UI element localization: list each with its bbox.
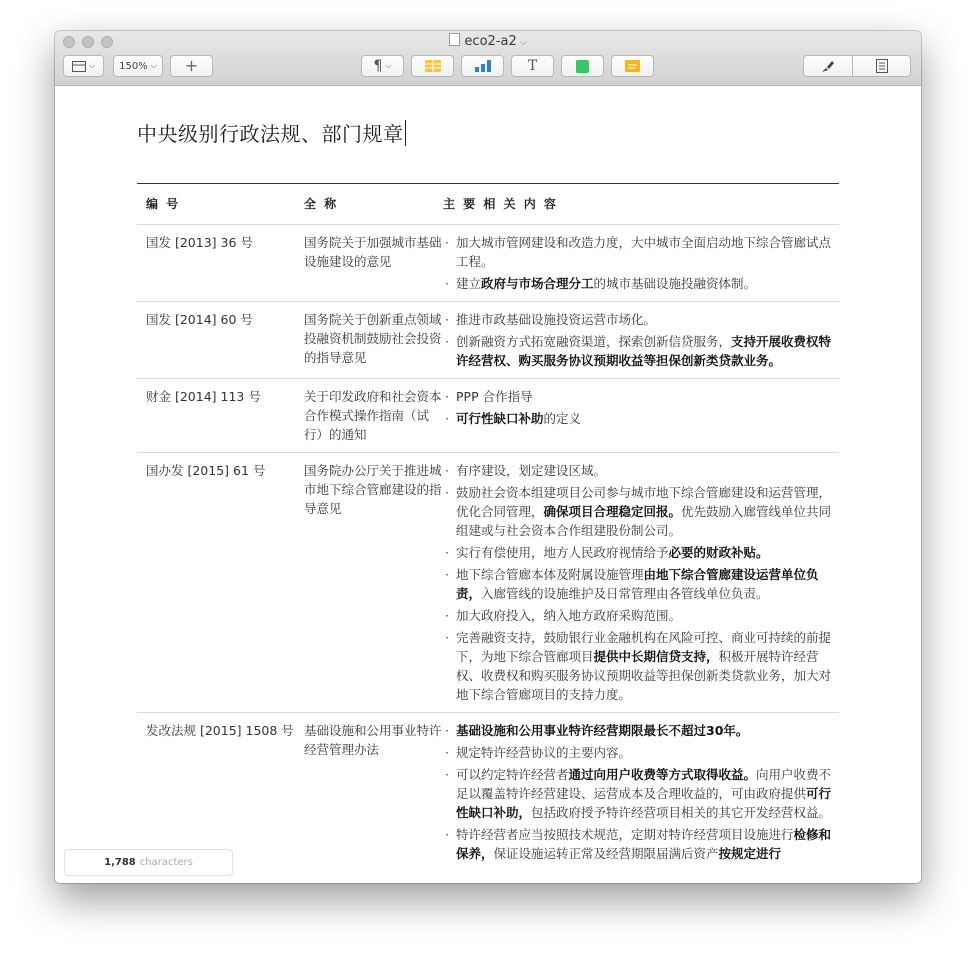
view-button[interactable] xyxy=(63,55,104,77)
list-item xyxy=(443,743,839,762)
text-segment: 向用户收费不足以覆盖特许经营建设、运营成本及合理收益的，可由政府提供 xyxy=(456,767,832,801)
text-segment: 完善融资支持，鼓励银行业金融机构在风险可控、商业可持续的前提下，为地下综合管廊项目 xyxy=(456,630,832,664)
content-list xyxy=(443,387,839,428)
window-title[interactable] xyxy=(55,33,921,52)
chevron-down-icon: ⌵ xyxy=(88,61,96,70)
chevron-down-icon: ⌵ xyxy=(150,61,157,70)
bold-text: 必要的财政补贴。 xyxy=(668,545,769,560)
text-segment: 优先鼓励入廊管线单位共同组建或与社会资本合作组建股份制公司。 xyxy=(456,504,832,538)
character-count-value: 1,788 xyxy=(104,857,136,868)
table-icon xyxy=(425,60,441,72)
list-item xyxy=(443,310,839,329)
cell-number[interactable]: 发改法规 [2015] 1508 号 xyxy=(137,713,304,872)
zoom-value: 150% xyxy=(119,60,148,72)
shape-icon xyxy=(576,60,589,73)
bold-text: 支持开展收费权特许经营权、购买服务协议预期收益等担保创新类贷款业务。 xyxy=(456,334,832,368)
bold-text: 由地下综合管廊建设运营单位负责， xyxy=(456,567,819,601)
text-segment: 加大城市管网建设和改造力度，大中城市全面启动地下综合管廊试点工程。 xyxy=(456,235,832,269)
comment-icon xyxy=(625,60,640,72)
zoom-select[interactable] xyxy=(113,55,163,77)
text-segment: 保证设施运转正常及经营期限届满后资产 xyxy=(493,846,719,861)
list-item xyxy=(443,233,839,271)
content-list xyxy=(443,721,839,863)
comment-button[interactable] xyxy=(611,55,654,77)
content-list xyxy=(443,233,839,293)
text-segment: 建立 xyxy=(456,276,482,291)
insert-button[interactable] xyxy=(361,55,404,77)
plus-icon: + xyxy=(184,56,199,75)
list-item xyxy=(443,825,839,863)
list-item xyxy=(443,409,839,428)
character-count-unit: characters xyxy=(139,857,193,868)
table-button[interactable] xyxy=(411,55,454,77)
cell-content[interactable] xyxy=(443,302,839,379)
cell-number[interactable]: 国发 [2014] 60 号 xyxy=(137,302,304,379)
chart-icon xyxy=(475,60,491,72)
list-item xyxy=(443,721,839,740)
chevron-down-icon: ⌵ xyxy=(385,61,392,70)
text-segment: 加大政府投入，纳入地方政府采购范围。 xyxy=(456,608,682,623)
text-segment: PPP 合作指导 xyxy=(456,389,533,404)
cell-content[interactable] xyxy=(443,713,839,872)
list-item xyxy=(443,765,839,822)
bold-text: 确保项目合理稳定回报。 xyxy=(543,504,682,519)
table-row xyxy=(137,302,839,379)
text-segment: 实行有偿使用，地方人民政府视情给予 xyxy=(456,545,669,560)
cell-name[interactable]: 关于印发政府和社会资本合作模式操作指南（试行）的通知 xyxy=(304,379,443,453)
cell-number[interactable]: 国办发 [2015] 61 号 xyxy=(137,453,304,713)
header-number: 编 号 xyxy=(146,197,181,211)
text-segment: 的定义 xyxy=(543,411,582,426)
text-segment: 的城市基础设施投融资体制。 xyxy=(593,276,757,291)
cell-content[interactable] xyxy=(443,453,839,713)
bold-text: 基础设施和公用事业特许经营期限最长不超过30年。 xyxy=(456,723,749,738)
list-item xyxy=(443,483,839,540)
table-row xyxy=(137,225,839,302)
text-cursor xyxy=(405,120,406,146)
text-button[interactable] xyxy=(511,55,554,77)
document-canvas[interactable] xyxy=(55,86,921,883)
list-item xyxy=(443,543,839,562)
document-settings-icon xyxy=(876,59,888,73)
list-item xyxy=(443,628,839,704)
character-count[interactable] xyxy=(64,849,233,876)
text-segment: 可以约定特许经营者 xyxy=(456,767,569,782)
cell-name[interactable]: 国务院关于创新重点领域投融资机制鼓励社会投资的指导意见 xyxy=(304,302,443,379)
bold-text: 可行性缺口补助， xyxy=(456,786,832,820)
document-button[interactable] xyxy=(852,55,911,77)
cell-number[interactable]: 财金 [2014] 113 号 xyxy=(137,379,304,453)
title-bar xyxy=(55,31,921,86)
cell-content[interactable] xyxy=(443,379,839,453)
paintbrush-icon xyxy=(820,59,836,73)
bold-text: 按规定进行 xyxy=(718,846,782,861)
list-item xyxy=(443,606,839,625)
cell-name[interactable]: 国务院关于加强城市基础设施建设的意见 xyxy=(304,225,443,302)
bold-text: 检修和保养， xyxy=(456,827,832,861)
list-item xyxy=(443,387,839,406)
text-icon: T xyxy=(527,58,538,74)
cell-name[interactable]: 基础设施和公用事业特许经营管理办法 xyxy=(304,713,443,872)
table-row xyxy=(137,453,839,713)
document-icon xyxy=(449,33,460,46)
text-segment: 特许经营者应当按照技术规范，定期对特许经营项目设施进行 xyxy=(456,827,794,842)
text-segment: 积极开展特许经营权、收费权和购买服务协议预期收益等担保创新类贷款业务，加大对地下综合管廊项目的支持力度。 xyxy=(456,649,832,702)
window-title-text: eco2-a2 xyxy=(464,34,517,49)
app-window xyxy=(55,31,921,883)
text-segment: 推进市政基础设施投资运营市场化。 xyxy=(456,312,657,327)
table-row xyxy=(137,379,839,453)
text-segment: 入廊管线的设施维护及日常管理由各管线单位负责。 xyxy=(481,586,769,601)
list-item xyxy=(443,274,839,293)
content-list xyxy=(443,461,839,704)
chevron-down-icon: ⌵ xyxy=(519,38,527,48)
content-list xyxy=(443,310,839,370)
text-segment: 鼓励社会资本组建项目公司参与城市地下综合管廊建设和运营管理，优化合同管理， xyxy=(456,485,832,519)
bold-text: 提供中长期信贷支持， xyxy=(593,649,719,664)
text-segment: 创新融资方式拓宽融资渠道，探索创新信贷服务， xyxy=(456,334,732,349)
bold-text: 政府与市场合理分工 xyxy=(481,276,594,291)
cell-number[interactable]: 国发 [2013] 36 号 xyxy=(137,225,304,302)
document-heading-text: 中央级别行政法规、部门规章 xyxy=(137,122,404,146)
list-item xyxy=(443,565,839,603)
regulations-table[interactable] xyxy=(137,183,839,871)
list-item xyxy=(443,461,839,480)
header-content: 主 要 相 关 内 容 xyxy=(443,197,558,211)
text-segment: 规定特许经营协议的主要内容。 xyxy=(456,745,632,760)
bold-text: 通过向用户收费等方式取得收益。 xyxy=(568,767,757,782)
chart-button[interactable] xyxy=(461,55,504,77)
format-button[interactable] xyxy=(803,55,853,77)
text-segment: 有序建设，划定建设区域。 xyxy=(456,463,607,478)
text-segment: 地下综合管廊本体及附属设施管理 xyxy=(456,567,644,582)
document-heading[interactable] xyxy=(137,118,406,147)
list-item xyxy=(443,332,839,370)
table-header-row xyxy=(137,184,839,225)
paragraph-icon: ¶ xyxy=(373,58,383,74)
text-segment: 包括政府授予特许经营项目相关的其它开发经营权益。 xyxy=(531,805,832,820)
cell-content[interactable] xyxy=(443,225,839,302)
shape-button[interactable] xyxy=(561,55,604,77)
cell-name[interactable]: 国务院办公厅关于推进城市地下综合管廊建设的指导意见 xyxy=(304,453,443,713)
table-row xyxy=(137,713,839,872)
header-name: 全 称 xyxy=(304,197,339,211)
sidebar-view-icon xyxy=(72,61,86,72)
bold-text: 可行性缺口补助 xyxy=(456,411,544,426)
add-page-button[interactable] xyxy=(170,55,213,77)
